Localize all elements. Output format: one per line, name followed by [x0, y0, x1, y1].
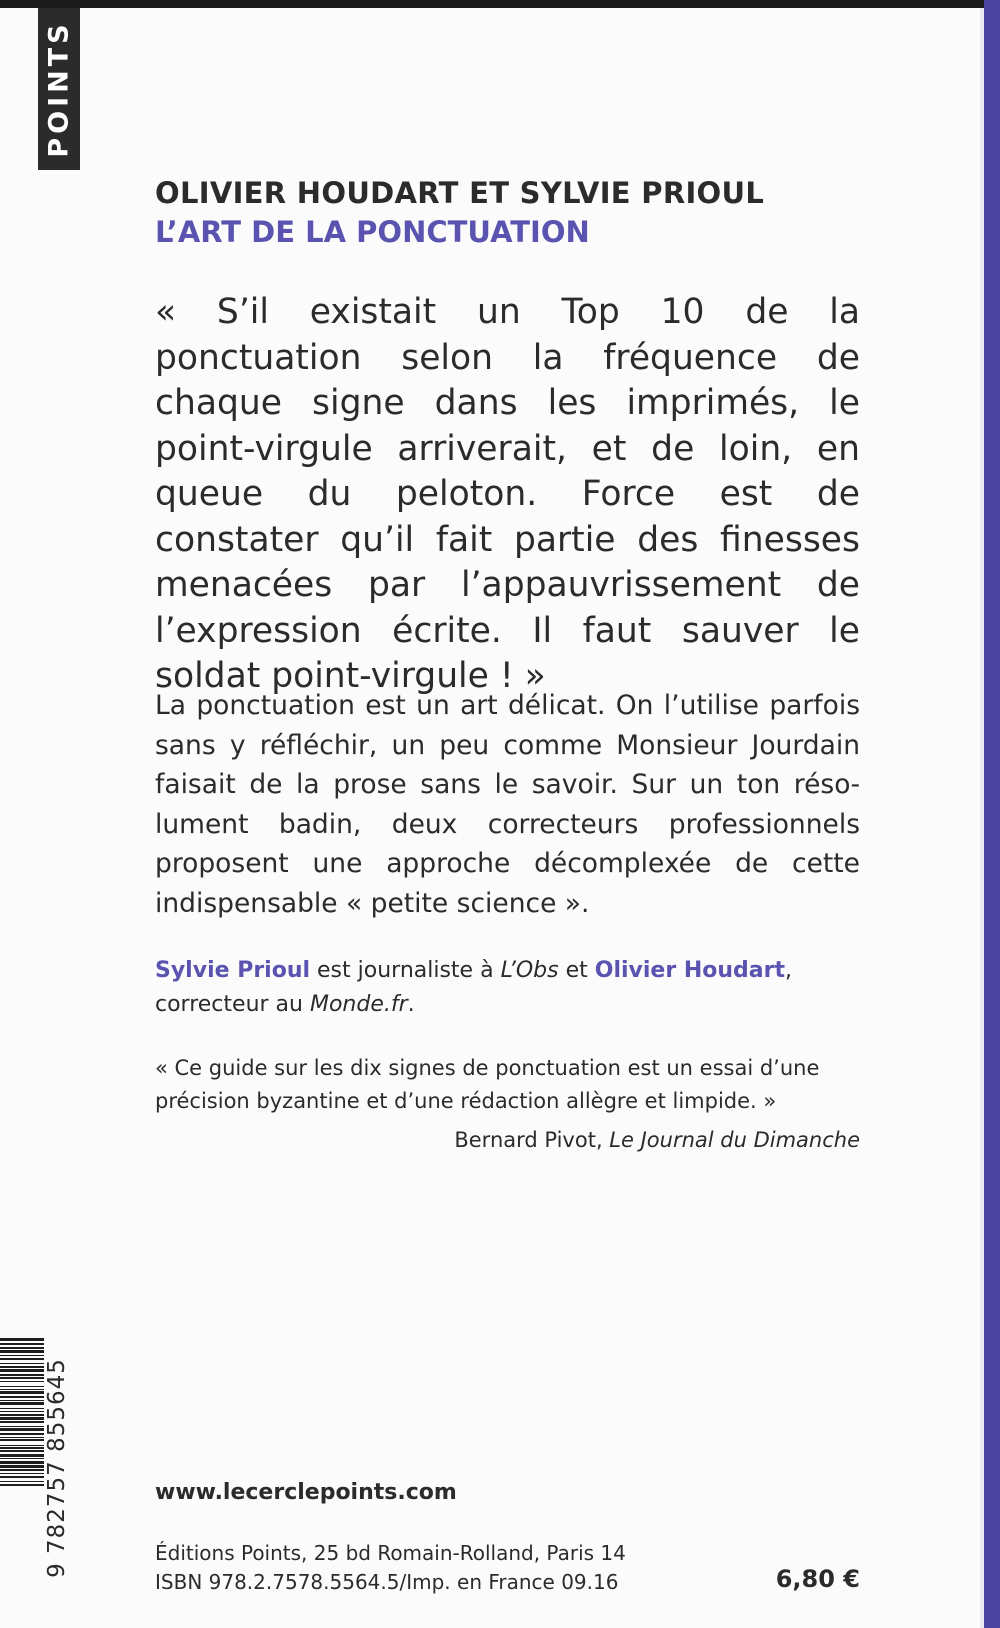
bio-text: .	[407, 992, 415, 1017]
price: 6,80 €	[775, 1565, 860, 1593]
isbn-barcode	[0, 1338, 44, 1588]
book-title: L’ART DE LA PONCTUATION	[155, 215, 590, 249]
bio-text: et	[558, 958, 595, 983]
author-bio	[155, 954, 860, 1022]
review-author: Bernard Pivot,	[454, 1128, 610, 1152]
author-name-prioul: Sylvie Prioul	[155, 958, 311, 983]
review-attribution	[155, 1124, 860, 1157]
spine-edge	[984, 0, 1000, 1628]
barcode-digits: 9 782757 855645	[44, 1358, 70, 1578]
isbn-line: ISBN 978.2.7578.5564.5/Imp. en France 09.16	[155, 1570, 619, 1594]
blurb-quote: « S’il existait un Top 10 de la ponctuation selon la fréquence de chaque signe dans les imprimés, le point-virgule arriverait, et de loin, en queue du peloton. Force est de constater qu’il fait partie des finesses menacées par l’appauvrissement de l’expression écrite. Il faut sauver le soldat point-virgule ! »	[155, 292, 860, 696]
bio-text: est journaliste à	[310, 958, 501, 983]
bio-text: , correcteur au	[155, 958, 793, 1017]
press-review: « Ce guide sur les dix signes de ponctuation est un essai d’une précision byzantine et d’une rédaction allègre et limpide. »	[155, 1056, 820, 1113]
book-description: La ponctuation est un art délicat. On l’utilise parfois sans y réfléchir, un peu comme Monsieur Jourdain faisait de la prose sans le savoir. Sur un ton résolument badin, deux correcteurs professionnels proposent une approche décomplexée de cette indispensable « petite science ».	[155, 690, 860, 919]
publisher-website: www.lecerclepoints.com	[155, 1480, 457, 1505]
publisher-address: Éditions Points, 25 bd Romain-Rolland, Paris 14	[155, 1541, 626, 1565]
barcode-bar	[0, 1486, 44, 1487]
publisher-info	[155, 1539, 626, 1597]
author-name-houdart: Olivier Houdart	[594, 958, 786, 983]
outlet-monde: Monde.fr	[309, 992, 408, 1017]
book-authors: OLIVIER HOUDART ET SYLVIE PRIOUL	[155, 176, 765, 210]
points-logo-text: POINTS	[43, 20, 75, 158]
outlet-obs: L’Obs	[500, 958, 559, 983]
review-source: Le Journal du Dimanche	[609, 1128, 860, 1152]
